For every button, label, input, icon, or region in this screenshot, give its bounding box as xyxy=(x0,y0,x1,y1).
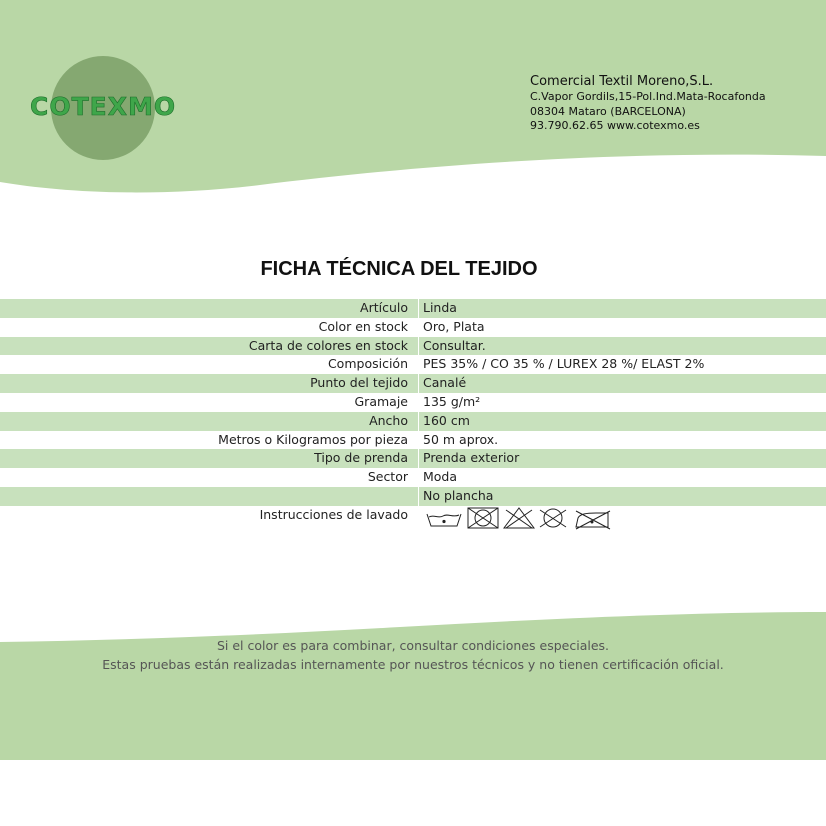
spec-value: PES 35% / CO 35 % / LUREX 28 %/ ELAST 2% xyxy=(423,356,705,372)
spec-value: Canalé xyxy=(423,375,467,391)
footer-band xyxy=(0,612,826,760)
spec-value: Consultar. xyxy=(423,337,486,353)
spec-label: Ancho xyxy=(369,412,408,428)
spec-row-tipo-prenda xyxy=(0,449,826,468)
spec-value: 50 m aprox. xyxy=(423,431,499,447)
spec-label: Gramaje xyxy=(354,393,408,409)
spec-row-composicion xyxy=(0,355,826,374)
spec-value: No plancha xyxy=(423,487,494,503)
wash-30-icon xyxy=(427,514,461,526)
spec-row-punto xyxy=(0,374,826,393)
spec-row-ancho xyxy=(0,412,826,431)
company-contact: 93.790.62.65 www.cotexmo.es xyxy=(530,119,700,132)
spec-row-gramaje xyxy=(0,393,826,412)
page-title: FICHA TÉCNICA DEL TEJIDO xyxy=(260,258,538,280)
spec-label: Instrucciones de lavado xyxy=(259,507,408,522)
spec-label: Color en stock xyxy=(318,318,408,334)
spec-label: Composición xyxy=(327,356,408,372)
spec-label: Artículo xyxy=(360,300,408,315)
spec-row-plancha xyxy=(0,487,826,506)
spec-value: Oro, Plata xyxy=(423,318,485,334)
spec-value: Prenda exterior xyxy=(423,450,520,466)
no-bleach-icon xyxy=(504,508,534,528)
company-name: Comercial Textil Moreno,S.L. xyxy=(530,74,714,89)
spec-value: 135 g/m² xyxy=(423,393,481,409)
spec-table xyxy=(0,299,826,506)
care-symbols xyxy=(426,506,612,530)
spec-value: Moda xyxy=(423,469,458,485)
spec-label: Tipo de prenda xyxy=(314,450,408,466)
spec-row-lavado xyxy=(0,506,826,530)
company-address-street: C.Vapor Gordils,15-Pol.Ind.Mata-Rocafonda xyxy=(530,90,766,103)
spec-row-color-stock xyxy=(0,318,826,337)
spec-label: Carta de colores en stock xyxy=(248,337,408,353)
company-address-city: 08304 Mataro (BARCELONA) xyxy=(530,104,686,118)
spec-row-articulo xyxy=(0,299,826,318)
spec-label: Punto del tejido xyxy=(310,375,408,391)
footer-note-disclaimer: Estas pruebas están realizadas internamente por nuestros técnicos y no tienen certificación oficial. xyxy=(102,657,724,672)
no-iron-icon xyxy=(576,511,610,529)
spec-row-carta-colores xyxy=(0,337,826,356)
company-logo: COTEXMO xyxy=(30,92,177,121)
no-tumble-dry-icon xyxy=(468,508,498,528)
footer-note-color: Si el color es para combinar, consultar condiciones especiales. xyxy=(216,638,610,653)
spec-value: Linda xyxy=(423,300,457,315)
spec-label: Sector xyxy=(367,469,408,485)
no-dry-clean-icon xyxy=(540,509,566,527)
spec-value: 160 cm xyxy=(423,412,470,428)
company-info xyxy=(530,73,766,134)
spec-row-sector xyxy=(0,468,826,487)
spec-row-metros xyxy=(0,431,826,450)
spec-label: Metros o Kilogramos por pieza xyxy=(218,431,408,447)
